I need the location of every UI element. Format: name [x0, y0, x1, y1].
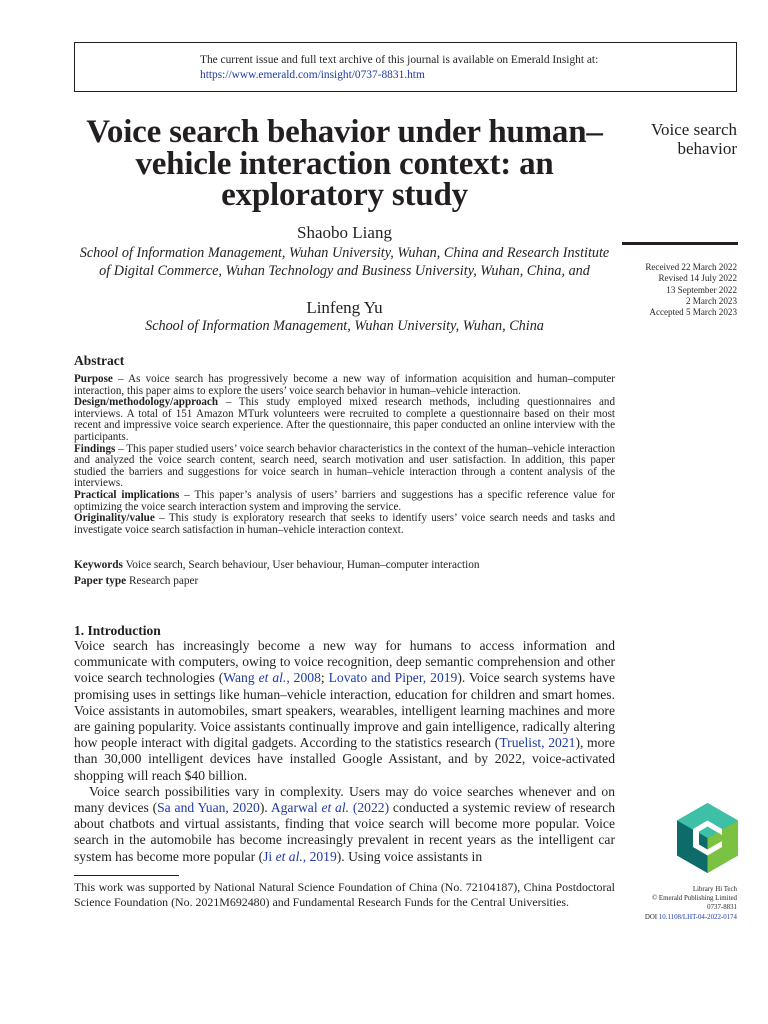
imprint-copyright: © Emerald Publishing Limited — [651, 895, 737, 903]
design-text: – This study employed mixed research methods, including questionnaires and interviews. A total of 151 Amazon MTurk volunteers were recruited to complete a questionnaire based on their most recent and impressive voice search experience. After the questionnaire, this paper conducted an online interview with the participants. — [74, 396, 615, 443]
abstract-body — [74, 374, 615, 536]
findings-text: – This paper studied users’ voice search behavior characteristics in the context of the human–vehicle interaction and analyzed the voice search content, search need, search motivation and user satisfaction. In addition, this paper studied the barriers and suggestions for voice search in human–vehicle interaction through a content analysis of the interviews. — [74, 442, 615, 490]
keywords-line — [74, 558, 615, 574]
keywords-block — [74, 558, 615, 589]
citation-ji-link[interactable] — [263, 849, 337, 864]
intro-p2-text: Voice search possibilities vary in complexity. Users may do voice searches whenever and on many devices ( — [74, 783, 615, 816]
doi-link[interactable]: 10.1108/LHT-04-2022-0174 — [658, 913, 737, 921]
purpose-text: – As voice search has progressively become a new way of information acquisition and human–computer interaction, this paper aims to explore the users’ voice search behavior in human–vehicle interaction. — [74, 373, 615, 397]
running-head-rule — [622, 242, 738, 245]
imprint-issn: 0737-8831 — [707, 904, 737, 912]
keywords-text: Voice search, Search behaviour, User behaviour, Human–computer interaction — [122, 559, 480, 571]
paper-type-line — [74, 574, 615, 590]
intro-p2-text-3: conducted a systemic review of research about chatbots and virtual assistants, finding that voice search will become more popular. Voice search in the automobile has become increasingly prevalent in recent years as the intelligent car system has become more popular ( — [74, 800, 616, 864]
imprint-doi-line — [600, 913, 737, 922]
affiliation-1: School of Information Management, Wuhan University, Wuhan, China and Research Institute of Digital Commerce, Wuhan Technology and Business University, Wuhan, China, and — [79, 245, 610, 280]
citation-sa-link[interactable]: Sa and Yuan, 2020 — [157, 800, 260, 816]
article-dates — [600, 262, 737, 318]
funding-footnote: This work was supported by National Natural Science Foundation of China (No. 72104187), China Postdoctoral Science Foundation (No. 2021M692480) and Fundamental Research Funds for the Central Universities. — [74, 880, 615, 910]
imprint-journal: Library Hi Tech — [692, 886, 737, 893]
citation-wang-etal: et al. — [258, 670, 287, 686]
doi-label: DOI — [644, 913, 659, 921]
introduction-body — [74, 638, 615, 865]
citation-lovato-link[interactable]: Lovato and Piper, 2019 — [328, 670, 458, 686]
keywords-label: Keywords — [74, 559, 123, 571]
abstract-design — [74, 397, 615, 443]
findings-label: Findings — [74, 442, 116, 455]
citation-ji-author: Ji — [263, 848, 276, 864]
intro-paragraph-1 — [74, 638, 615, 784]
intro-p2-text-2: ). — [259, 800, 271, 816]
citation-agarwal-year: (2022) — [349, 800, 390, 816]
journal-imprint — [600, 885, 737, 922]
intro-p2-text-4: ). Using voice assistants in — [336, 848, 483, 864]
citation-ji-year: , 2019 — [302, 848, 337, 864]
intro-p1-text-2: ). Voice search systems have promising uses in settings like human–vehicle interaction, education for children and smart homes. Voice assistants in automobiles, smart speakers, wearables, intelligent learning machines and more are gaining popularity. Voice assistants continually improve and gain intelligence, radically altering how people interact with digital gadgets. According to the statistics research ( — [74, 670, 615, 751]
practical-text: – This paper’s analysis of users’ barriers and suggestions has a specific reference value for optimizing the voice search interaction system and improving the service. — [74, 488, 615, 513]
banner-text: The current issue and full text archive of this journal is available on Emerald Insight at: — [200, 54, 599, 66]
abstract-practical — [74, 490, 615, 513]
citation-wang-link[interactable] — [223, 670, 321, 685]
design-label: Design/methodology/approach — [74, 396, 219, 409]
journal-banner — [200, 53, 700, 83]
affiliation-2: School of Information Management, Wuhan University, Wuhan, China — [145, 318, 544, 334]
paper-type-text: Research paper — [126, 574, 199, 587]
article-title: Voice search behavior under human–vehicle interaction context: an exploratory study — [86, 114, 603, 214]
date-revised: Revised 14 July 2022 — [658, 273, 737, 284]
crossmark-logo-icon[interactable] — [677, 803, 738, 873]
purpose-label: Purpose — [74, 373, 113, 385]
citation-agarwal-link[interactable] — [271, 800, 389, 815]
citation-ji-etal: et al. — [275, 848, 303, 864]
abstract-heading: Abstract — [74, 353, 125, 368]
author-2: Linfeng Yu — [306, 298, 383, 317]
originality-label: Originality/value — [74, 512, 155, 525]
banner-url-link[interactable]: https://www.emerald.com/insight/0737-8831.htm — [200, 69, 425, 81]
citation-agarwal-author: Agarwal — [270, 800, 322, 816]
running-head: Voice search behavior — [650, 120, 737, 158]
citation-wang-author: Wang — [223, 670, 259, 686]
intro-p1-text: Voice search has increasingly become a new way for humans to access information and communicate with computers, owing to voice recognition, deep semantic comprehension and other voice search technologies ( — [74, 638, 615, 686]
section-heading-introduction: 1. Introduction — [74, 623, 161, 638]
citation-agarwal-etal: et al. — [321, 800, 350, 816]
abstract-purpose — [74, 374, 615, 397]
intro-paragraph-2 — [74, 784, 615, 865]
citation-truelist-link[interactable]: Truelist, 2021 — [499, 735, 576, 751]
date-revised-2: 13 September 2022 — [666, 284, 737, 295]
intro-p1-text-3: ), more than 30,000 intelligent devices have installed Google Assistant, and by 2022, voice-activated shopping will reach $40 billion. — [74, 735, 615, 783]
intro-p1-sep: ; — [320, 670, 329, 686]
author-1: Shaobo Liang — [297, 223, 392, 242]
citation-wang-year: , 2008 — [286, 670, 321, 686]
date-accepted: Accepted 5 March 2023 — [649, 307, 737, 318]
date-revised-3: 2 March 2023 — [685, 295, 737, 306]
originality-text: – This study is exploratory research that seeks to identify users’ voice search needs and tasks and investigate voice search satisfaction in human–vehicle interaction context. — [74, 512, 615, 536]
abstract-originality — [74, 513, 615, 536]
date-received: Received 22 March 2022 — [645, 262, 737, 272]
practical-label: Practical implications — [74, 488, 180, 501]
abstract-findings — [74, 444, 615, 490]
paper-type-label: Paper type — [74, 574, 127, 587]
footnote-rule — [74, 875, 179, 876]
